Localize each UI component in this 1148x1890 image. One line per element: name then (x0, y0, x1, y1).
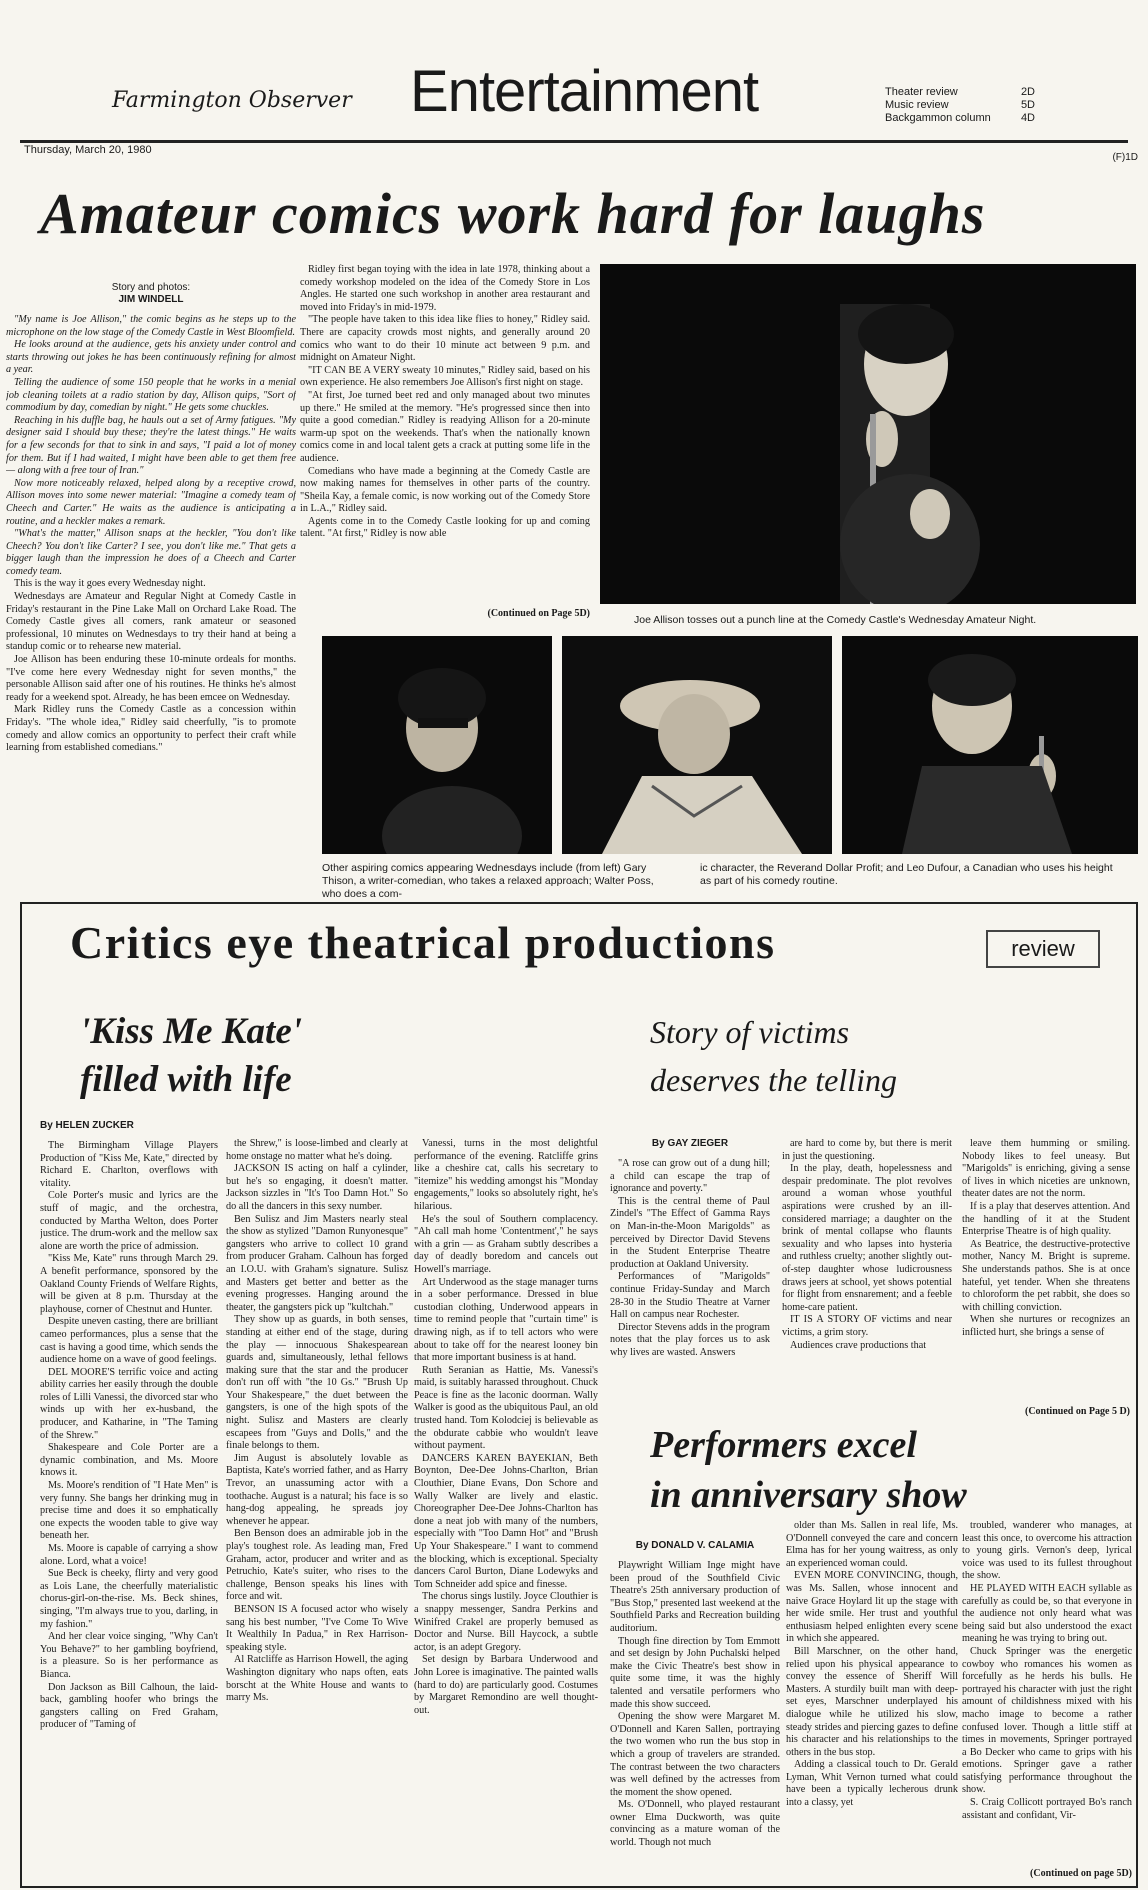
paragraph: older than Ms. Sallen in real life, Ms. O'Donnell conveyed the care and concern Elma has for her young waitress, as only an experienced woman could. (786, 1520, 958, 1569)
paragraph: troubled, wanderer who manages, at least this once, to overcome his attraction to young girls. Vernon's deep, lyrical voice was used to its fullest throughout the show. (962, 1520, 1132, 1582)
paragraph: The chorus sings lustily. Joyce Clouthier is a snappy messenger, Sandra Perkins and Winifred Crakel are properly bemused as Doctor and Nurse. Bill Haycock, a subtle actor, is an adept Gregory. (414, 1591, 598, 1653)
paragraph: "At first, Joe turned beet red and only managed about two minutes up there." He smiled at the memory. "He's progressed since then into quite a good comedian." Ridley is readying Allison for a 20-minute warm-up spot on the weekends. That's when the nationally known comics come in and local talent gets a crack at putting some life in the audience. (300, 389, 590, 464)
victims-column-3 (962, 1138, 1130, 1400)
paragraph: He looks around at the audience, gets his anxiety under control and starts throwing out jokes he has been continuously refining for almost a year. (6, 339, 296, 376)
index-row: Backgammon column 4D (885, 112, 1035, 124)
column-text (610, 1560, 780, 1850)
paragraph: Director Stevens adds in the program notes that the play forces us to ask why lives are wasted. Answers (610, 1321, 770, 1358)
paragraph: the Shrew," is loose-limbed and clearly at home onstage no matter what he's doing. (226, 1138, 408, 1162)
paragraph: Ben Benson does an admirable job in the play's toughest role. As leading man, Fred Graham, actor, producer and writer and as Petruchio, Kate's suiter, who rises to the challenge, Benson speaks his lines with force and wit. (226, 1528, 408, 1603)
section-index (885, 86, 1035, 125)
section-title: Entertainment (410, 59, 759, 124)
paragraph: This is the central theme of Paul Zindel's "The Effect of Gamma Rays on Man-in-the-Moon Marigolds" as perceived by Director David Stevens in the Student Enterprise Theatre production at Oakland University. (610, 1195, 770, 1270)
paragraph: Chuck Springer was the energetic cowboy who romances his women as forcefully as he herds his bulls. He portrayed his character with just the right amount of childishness mixed with his macho image to become a rather confused lover. Though a little stiff at times in movements, Springer portrayed a Bo Decker who came to grips with his emotions. Springer gave a rather satisfying performance throughout the show. (962, 1645, 1132, 1796)
photo-comic-at-microphone (600, 264, 1136, 604)
paragraph: "My name is Joe Allison," the comic begins as he steps up to the microphone on the low stage of the Comedy Castle in West Bloomfield. (6, 314, 296, 338)
performers-byline: By DONALD V. CALAMIA (635, 1540, 755, 1551)
column-text (6, 314, 296, 755)
paragraph: Wednesdays are Amateur and Regular Night at Comedy Castle in Friday's restaurant in the Pine Lake Mall on Orchard Lake Road. The Comedy Castle gives all comers, rank amateur or seasoned professional, 10 minutes on Wednesdays to try their hand at being a standup comic or to rehearse new material. (6, 591, 296, 653)
paragraph: Mark Ridley runs the Comedy Castle as a concession within Friday's. "The whole idea," Ridley said cheerfully, "is to promote comedy and allow comics an opportunity to perfect their craft while learning from established comedians." (6, 704, 296, 754)
photo-walter-poss (562, 636, 832, 854)
column-text (300, 264, 590, 541)
paragraph: Ben Sulisz and Jim Masters nearly steal the show as stylized "Damon Runyonesque" gangsters who arrive to collect 10 grand from producer Graham. Calhoun has forged an I.O.U. with Graham's signature. Sulisz and Masters get better and better as the evening progresses. Hanging around the theater, the gangsters pick up "kultchah." (226, 1213, 408, 1313)
victims-headline: Story of victims deserves the telling (650, 1014, 898, 1098)
kate-byline: By HELEN ZUCKER (40, 1120, 134, 1131)
column-text (610, 1158, 770, 1360)
paragraph: "What's the matter," Allison snaps at the heckler, "You don't like Cheech? You don't like Carter? I see, you don't like me." That gets a bigger laugh than the impression he does of a Cheech and Carter comedy team. (6, 528, 296, 577)
paragraph: HE PLAYED WITH EACH syllable as carefully as could be, so that everyone in the audience not only heard what was being said but also understood the exact meaning he was trying to bring out. (962, 1582, 1132, 1645)
review-section-headline: Critics eye theatrical productions (70, 917, 776, 968)
victims-byline: By GAY ZIEGER (651, 1138, 729, 1149)
performers-column-3 (962, 1520, 1132, 1868)
performers-column-2 (786, 1520, 958, 1880)
performers-column-1 (610, 1540, 780, 1880)
paragraph: Vanessi, turns in the most delightful performance of the evening. Ratcliffe grins like a cheshire cat, calls his secretary to "itemize" his wedding amongst his "Monday engagements," looks so absolutely right, he's hilarious. (414, 1138, 598, 1212)
column-text (962, 1520, 1132, 1822)
paragraph: "IT CAN BE A VERY sweaty 10 minutes," Ridley said, based on his own experience. He also remembers Joe Allison's first night on stage. (300, 364, 590, 389)
paragraph: Though fine direction by Tom Emmott and set design by John Puchalski helped make the Civic Theatre's best show in quite some time, it was the highly talented and versatile performers who made this show succeed. (610, 1635, 780, 1710)
paragraph: As Beatrice, the destructive-protective mother, Nancy M. Bright is supreme. She understands pathos. She is at once hateful, yet tender. When she threatens to chloroform the pet rabbit, she does so with chilling conviction. (962, 1238, 1130, 1313)
column-text (40, 1140, 218, 1732)
page-code: (F)1D (1112, 152, 1138, 163)
paragraph: BENSON IS A focused actor who wisely sang his best number, "I've Come To Wive It Wealthily In Padua," in Rex Harrison-speaking style. (226, 1603, 408, 1653)
paragraph: JACKSON IS acting on half a cylinder, but he's so engaging, it doesn't matter. Jackson sizzles in "It's Too Damn Hot." So do all the dancers in this sexy number. (226, 1163, 408, 1212)
paragraph: Sue Beck is cheeky, flirty and very good as Lois Lane, the cheerfully materialistic chorus-girl-on-the-rise. Ms. Beck shines, singing, "I'm always true to you, darling, in my fashion." (40, 1568, 218, 1630)
masthead-rule (20, 140, 1128, 143)
review-tag: review (986, 930, 1100, 968)
paragraph: Performances of "Marigolds" continue Friday-Sunday and March 28-30 in the Studio Theatre at Varner Hall on campus near Rochester. (610, 1271, 770, 1321)
index-row: Theater review 2D (885, 86, 1035, 98)
paragraph: Don Jackson as Bill Calhoun, the laid-back, gambling hoofer who brings the gangsters calling on Fred Graham, producer of "Taming of (40, 1681, 218, 1731)
paragraph: In the play, death, hopelessness and despair predominate. The plot revolves around a woman whose youthful aspirations were crushed by an ill-considered marriage; a daughter on the brink of mental collapse who flaunts sexuality and who lapses into hysteria and ruthless cruelty; another slightly out-of-step daughter whose ludicrousness draws jeers at school, yet shows potential for flight from ensnarement; and a feeble home-care patient. (782, 1163, 952, 1313)
paragraph: Adding a classical touch to Dr. Gerald Lyman, Whit Vernon turned what could have been a typically lecherous drunk into a classy, yet (786, 1759, 958, 1809)
photo-gary-thison (322, 636, 552, 854)
continued-note: (Continued on Page 5D) (487, 608, 590, 619)
paragraph: Ridley first began toying with the idea in late 1978, thinking about a comedy workshop modeled on the idea of the Comedy Store in Los Angles. He started one such workshop in another area restaurant and moved into Friday's in mid-1979. (300, 264, 590, 313)
paragraph: Agents come in to the Comedy Castle looking for up and coming talent. "At first," Ridley is now able (300, 515, 590, 540)
continued-note: (Continued on page 5D) (1030, 1868, 1132, 1879)
paragraph: EVEN MORE CONVINCING, though, was Ms. Sallen, whose innocent and naive Grace Hoylard lit up the stage with her wide smile. Her trust and youthful enthusiasm helped enlighten every scene in which she appeared. (786, 1570, 958, 1645)
column-text (782, 1138, 952, 1352)
paragraph: Ms. Moore is capable of carrying a show alone. Lord, what a voice! (40, 1543, 218, 1567)
paragraph: Set design by Barbara Underwood and John Loree is imaginative. The painted walls (hard to do) are particularly good. Costumes by Margaret Remondino are well thought-out. (414, 1654, 598, 1716)
kate-column-3 (414, 1138, 598, 1880)
performers-headline: Performers excel in anniversary show (650, 1424, 967, 1516)
paragraph: The Birmingham Village Players Production of "Kiss Me, Kate," directed by Richard E. Charlton, overflows with vitality. (40, 1140, 218, 1189)
paragraph: IT IS A STORY OF victims and near victims, a grim story. (782, 1314, 952, 1338)
kate-column-2 (226, 1138, 408, 1880)
paragraph: leave them humming or smiling. Nobody likes to feel uneasy. But "Marigolds" is enriching, giving a sense of lives in which niceties are unknown, theater dates are not the norm. (962, 1138, 1130, 1200)
paragraph: Comedians who have made a beginning at the Comedy Castle are now making names for themselves in other parts of the country. "Sheila Kay, a female comic, is now working out of the Comedy Store in L.A.," Ridley said. (300, 465, 590, 515)
issue-date: Thursday, March 20, 1980 (24, 144, 152, 156)
paragraph: Jim August is absolutely lovable as Baptista, Kate's worried father, and as Harry Trevor, an unassuming actor with a toothache. August is a natural; his face is so hang-dog appealing, he spreads joy whenever he appear. (226, 1452, 408, 1527)
paragraph: When she nurtures or recognizes an inflicted hurt, she brings a sense of (962, 1314, 1130, 1338)
story-column-1 (6, 282, 296, 882)
photo-caption-row-left: Other aspiring comics appearing Wednesdays include (from left) Gary Thison, a writer-comedian, who takes a relaxed approach; Walter Poss, who does a com- (322, 862, 654, 900)
paragraph: are hard to come by, but there is merit in just the questioning. (782, 1138, 952, 1162)
paragraph: They show up as guards, in both senses, standing at either end of the stage, during the play — innocuous Shakespearean guards and, simultaneously, lethal fellows making sure that the star and the producer don't run off with "the 10 Gs." "Brush Up Your Shakespeare," the duet between the gangsters, is one of the high spots of the night. Sulisz and Masters are clearly escapees from "Guys and Dolls," and the finale belongs to them. (226, 1314, 408, 1452)
paragraph: S. Craig Collicott portrayed Bo's ranch assistant and confidant, Vir- (962, 1797, 1132, 1821)
photo-caption-row-right: ic character, the Reverand Dollar Profit; and Leo Dufour, a Canadian who uses his height as part of his comedy routine. (700, 862, 1113, 887)
paragraph: Audiences crave productions that (790, 1339, 927, 1351)
column-text (962, 1138, 1130, 1340)
paragraph: Cole Porter's music and lyrics are the stuff of magic, and the orchestra, conducted by Martha Welton, does Porter justice. The drum-work and the mellow sax alone are worth the price of admission. (40, 1190, 218, 1252)
paragraph: Ruth Seranian as Hattie, Ms. Vanessi's maid, is suitably harassed throughout. Chuck Peace is fine as the laconic doorman. Wally Walker is good as the ubiquitous Paul, an old trusted hand. Tom Kolodciej is believable as the obdurate cabbie who wouldn't leave without payment. (414, 1364, 598, 1452)
paragraph: This is the way it goes every Wednesday night. (14, 578, 206, 590)
photo-leo-dufour (842, 636, 1138, 854)
paragraph: Art Underwood as the stage manager turns in a sober performance. Dressed in blue custodian clothing, Underwood appears in time to remind people that "curtain time" is drawing nigh, as if to tell actors who were about to take off for the nearest looney bin that more important business is at hand. (414, 1276, 598, 1364)
photo-caption-main: Joe Allison tosses out a punch line at the Comedy Castle's Wednesday Amateur Night. (634, 614, 1037, 626)
kate-headline: 'Kiss Me Kate' filled with life (80, 1011, 303, 1100)
paragraph: Now more noticeably relaxed, helped along by a receptive crowd, Allison moves into some newer material: "Imagine a comedy team of Cheech and Carter." He waits as the audience is anticipating a routine, and a heckler makes a remark. (6, 477, 296, 527)
paragraph: "A rose can grow out of a dung hill; a child can escape the trap of ignorance and poverty." (610, 1158, 770, 1195)
paragraph: Playwright William Inge might have been proud of the Southfield Civic Theatre's 25th anniversary production of "Bus Stop," presented last weekend at the Southfield Parks and Recreation building auditorium. (610, 1560, 780, 1634)
paragraph: "The people have taken to this idea like flies to honey," Ridley said. There are capacity crowds most nights, and generally around 20 comics who want to do their 10 minute act between 9 p.m. and midnight on Amateur Night. (300, 314, 590, 364)
byline: Story and photos: JIM WINDELL (111, 282, 191, 305)
victims-column-2 (782, 1138, 952, 1416)
photo-joe-allison (600, 264, 1136, 604)
paragraph: Joe Allison has been enduring these 10-minute ordeals for months. "I've come here every Wednesday night for seven months," the personable Allison said after one of his routines. He thinks he's almost ready for a weekend spot. Already, he has been emcee on Wednesday. (6, 654, 296, 703)
paragraph: Bill Marschner, on the other hand, relied upon his physical appearance to convey the essence of Sheriff Will Masters. A sturdily built man with deep-set eyes, Marschner underplayed his dialogue while he utilized his slow, steady strides and piercing gazes to define his character and his relationships to the others in the bus stop. (786, 1645, 958, 1758)
paragraph: DANCERS KAREN BAYEKIAN, Beth Boynton, Dee-Dee Johns-Charlton, Brian Clouthier, Diane Evans, Don Schore and Wally Walker are lively and elastic. Choreographer Dee-Dee Johns-Charlton has done a neat job with many of the numbers, especially with "Too Damn Hot" and "Brush Up Your Shakespeare." I want to commend the blocking, which is exceptional. Specialty dancers Carol Burton, Diane Lodewyks and Tom Schneider add spice and finesse. (414, 1452, 598, 1590)
kate-column-1 (40, 1120, 218, 1880)
paragraph: Telling the audience of some 150 people that he works in a menial job cleaning toilets at a radio station by day, Allison quips, "Sort of commodium by day, comedian by night." He gets some chuckles. (6, 376, 296, 414)
column-text (226, 1138, 408, 1705)
paper-name: Farmington Observer (112, 88, 352, 113)
paragraph: Ms. O'Donnell, who played restaurant owner Elma Duckworth, was quite convincing as a mature woman of the world. Though not much (610, 1799, 780, 1849)
paragraph: DEL MOORE'S terrific voice and acting ability carries her easily through the double roles of Lilli Vanessi, the divorced star who winds up with her ex-husband, the producer, and Katharine, in "The Taming of the Shrew." (40, 1366, 218, 1441)
index-row: Music review 5D (885, 99, 1035, 111)
paragraph: Al Ratcliffe as Harrison Howell, the aging Washington dignitary who naps often, eats borscht at the White House and wants to marry Ms. (226, 1654, 408, 1704)
story-headline: Amateur comics work hard for laughs (40, 181, 986, 246)
paragraph: And her clear voice singing, "Why Can't You Behave?" to her gambling boyfriend, is a pleasure. So is her performance as Bianca. (40, 1631, 218, 1680)
paragraph: If is a play that deserves attention. And the handling of it at the Student Enterprise Theatre is of high quality. (962, 1200, 1130, 1238)
continued-note: (Continued on Page 5 D) (1024, 1406, 1130, 1417)
paragraph: He's the soul of Southern complacency. "Ah call mah home 'Contentment'," he says with a grin — as Graham subtly describes a day of deadly boredom and cancels out Howell's marriage. (414, 1213, 598, 1275)
paragraph: Opening the show were Margaret M. O'Donnell and Karen Sallen, portraying the two women who run the bus stop in which a group of travelers are stranded. The contrast between the two characters was well defined by the actresses from the moment the show opened. (610, 1711, 780, 1798)
victims-column-1 (610, 1138, 770, 1422)
paragraph: Shakespeare and Cole Porter are a dynamic combination, and Ms. Moore knows it. (40, 1442, 218, 1479)
paragraph: Despite uneven casting, there are brilliant cameo performances, plus a sense that the cast is having a good time, which sends the audience home on a wave of good feelings. (40, 1316, 218, 1366)
paragraph: Reaching in his duffle bag, he hauls out a set of Army fatigues. "My designer said I should buy these; they're the latest things." He waits for a few seconds for that to sink in and says, "I paid a lot of money for them. But if I had waited, I might have been able to get them free — along with a free tour of Iran." (6, 414, 296, 477)
paragraph: Ms. Moore's rendition of "I Hate Men" is very funny. She bangs her drinking mug in precise time and does it so emphatically one expects the wooden table to give way beneath her. (40, 1480, 218, 1542)
column-text (414, 1138, 598, 1717)
paragraph: "Kiss Me, Kate" runs through March 29. A benefit performance, sponsored by the Oakland County Friends of Welfare Rights, will be given at 8 p.m. Thursday at the playhouse, corner of Chestnut and Hunter. (40, 1253, 218, 1315)
column-text (786, 1520, 958, 1810)
story-column-2 (300, 264, 590, 620)
